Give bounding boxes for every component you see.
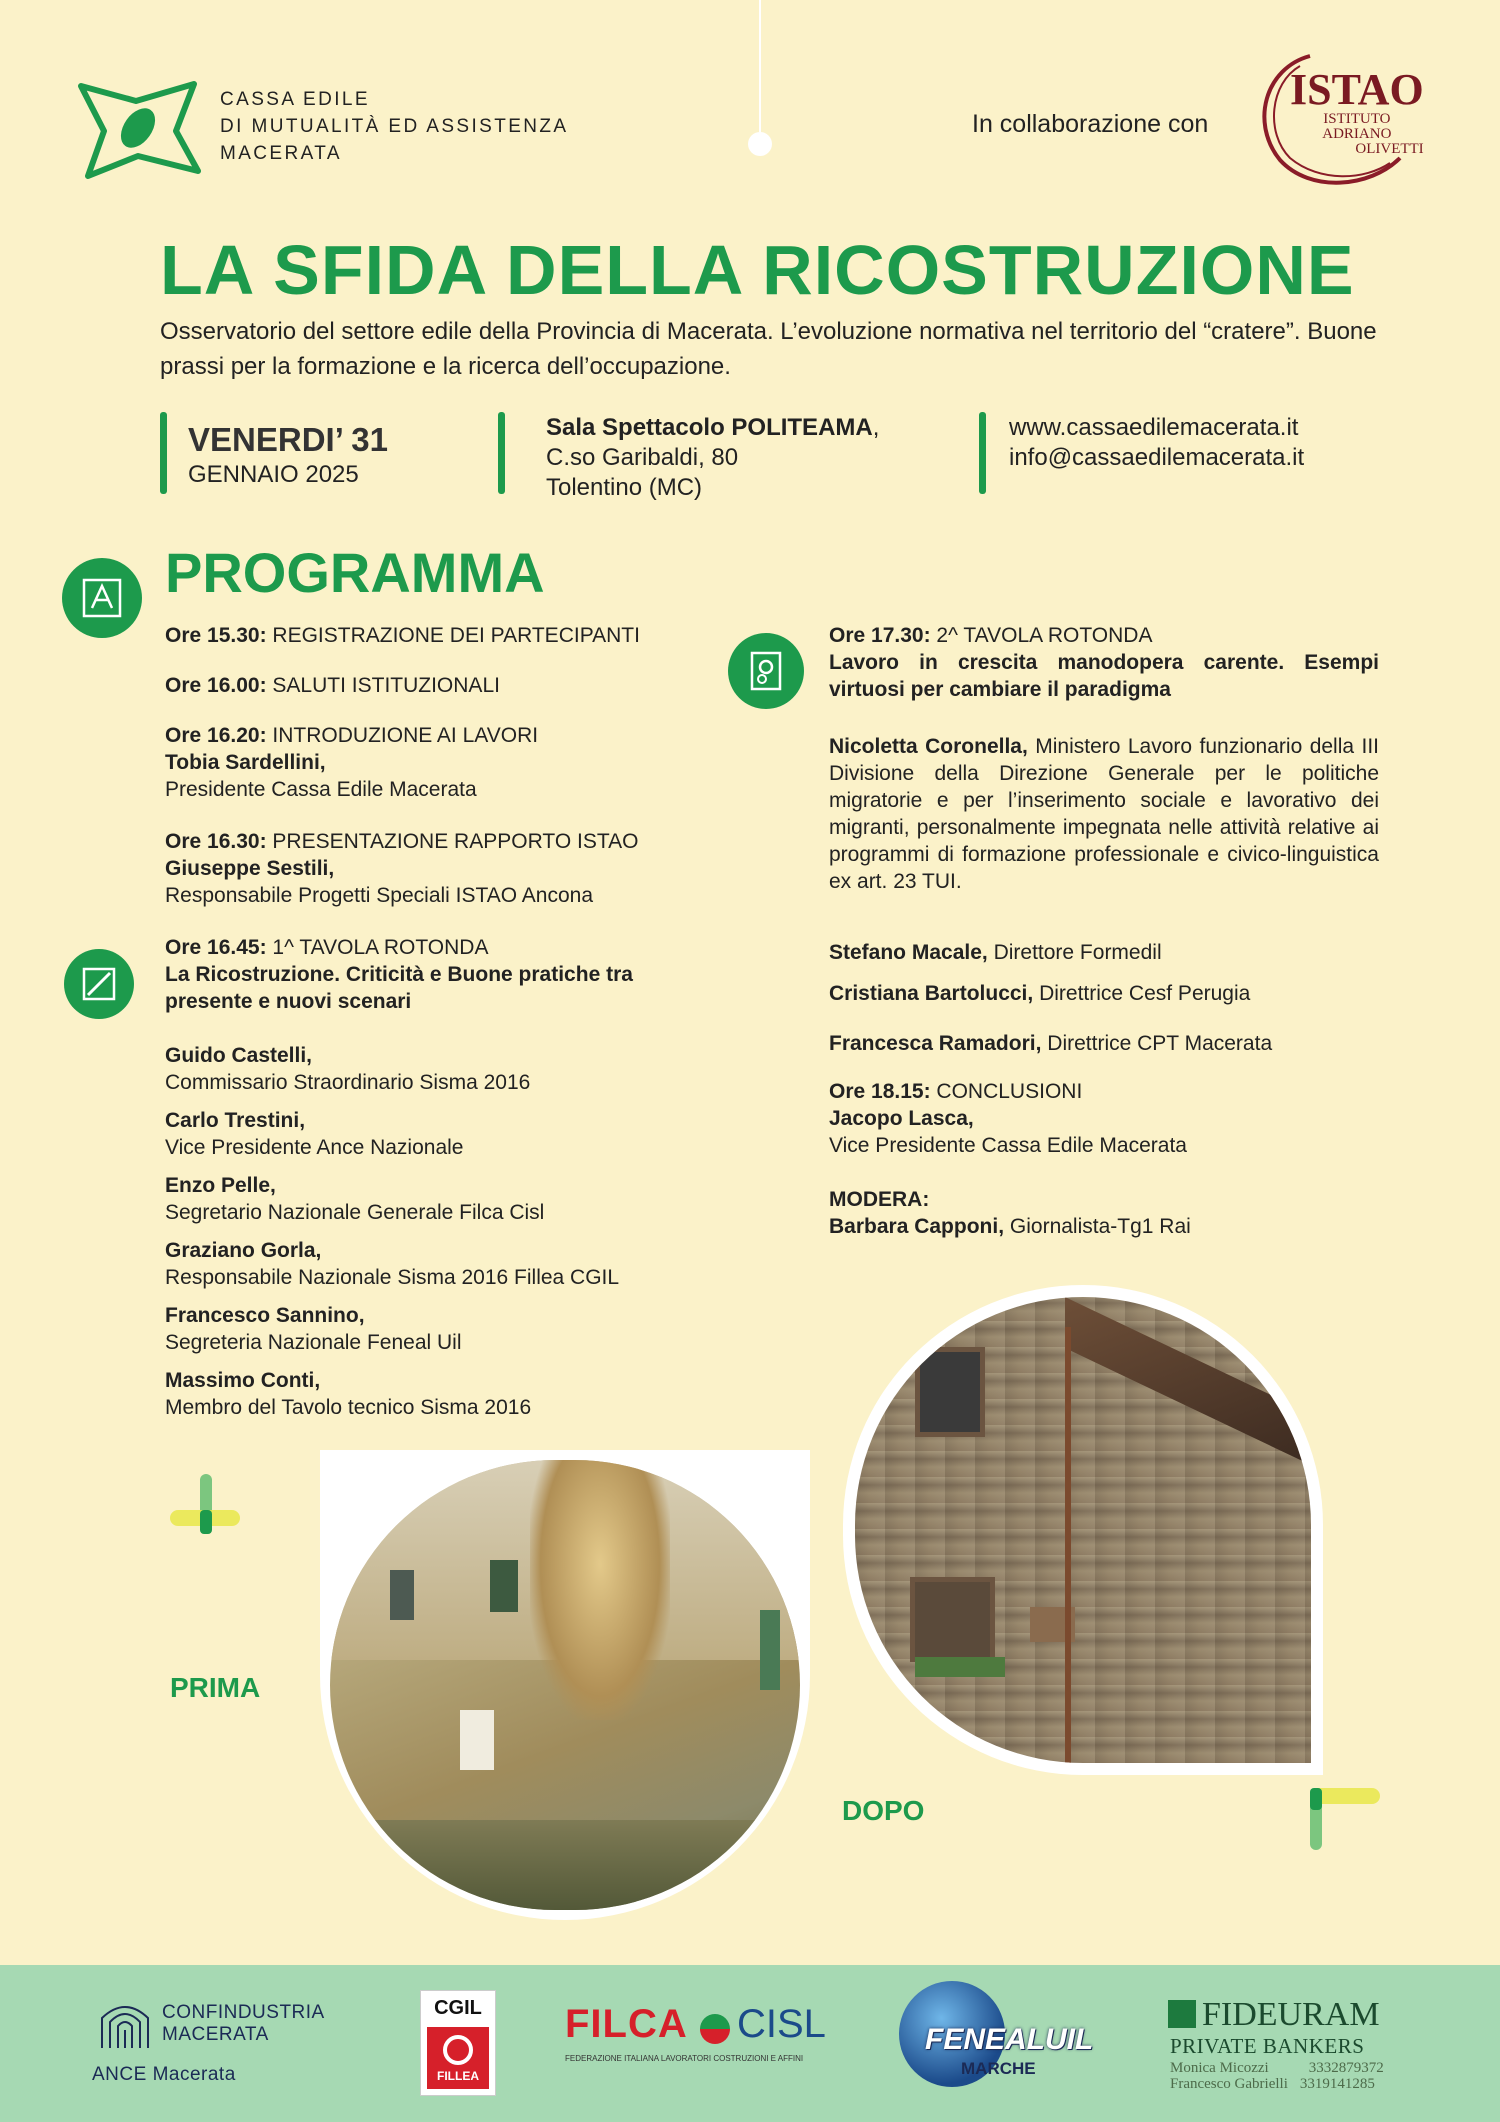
- confindustria-emblem-icon: [96, 1996, 154, 2050]
- fideuram-logo: FIDEURAM PRIVATE BANKERS Monica Micozzi 3332879372 Francesco Gabrielli 3319141285: [1170, 1996, 1384, 2092]
- before-label: PRIMA: [170, 1672, 261, 1703]
- speaker-role: Vice Presidente Cassa Edile Macerata: [829, 1134, 1187, 1157]
- venue-street: C.so Garibaldi, 80: [546, 444, 739, 471]
- agenda-item: Ore 16.20: INTRODUZIONE AI LAVORI Tobia Sardellini, Presidente Cassa Edile Macerata: [165, 722, 725, 803]
- agenda-item: Ore 16.00: SALUTI ISTITUZIONALI: [165, 674, 500, 697]
- before-photo: [320, 1450, 810, 1920]
- speaker-name: Jacopo Lasca,: [829, 1107, 974, 1130]
- round-table-1-topic: La Ricostruzione. Criticità e Buone pratiche tra presente e nuovi scenari: [165, 963, 633, 1013]
- speaker-role: Responsabile Progetti Speciali ISTAO Ancona: [165, 884, 594, 907]
- speaker-list-1: Guido Castelli, Commissario Straordinario Sisma 2016 Carlo Trestini, Vice Presidente Ance Nazionale Enzo Pelle, Segretario Nazionale Generale Filca Cisl Graziano Gorla, Responsabile Nazionale Sisma 2016 Fillea CGIL Francesco Sannino, Segreteria Nazionale Feneal Uil Massimo Conti, Membro del Tavolo tecnico Sisma 2016: [165, 1044, 620, 1419]
- speaker-entry: Francesca Ramadori, Direttrice CPT Macerata: [829, 1032, 1273, 1055]
- agenda-item: Ore 16.30: PRESENTAZIONE RAPPORTO ISTAO Giuseppe Sestili, Responsabile Progetti Speciali ISTAO Ancona: [165, 828, 725, 909]
- programma-icon: [62, 558, 142, 638]
- cisl-globe-icon: [700, 2014, 730, 2044]
- conclusions-item: Ore 18.15: CONCLUSIONI Jacopo Lasca, Vice Presidente Cassa Edile Macerata: [829, 1078, 1379, 1159]
- cassa-edile-logo: [76, 76, 206, 181]
- round-table-1-icon: [64, 949, 134, 1019]
- header-divider-line: [759, 0, 761, 132]
- istao-wordmark: ISTAO ISTITUTO ADRIANO OLIVETTI: [1290, 65, 1424, 157]
- round-table-1: Ore 16.45: 1^ TAVOLA ROTONDA La Ricostruzione. Criticità e Buone pratiche tra presente e nuovi scenari: [165, 934, 725, 1015]
- moderator-item: MODERA: Barbara Capponi, Giornalista-Tg1 Rai: [829, 1188, 1191, 1238]
- speaker-name: Giuseppe Sestili,: [165, 857, 335, 880]
- header-divider-dot: [748, 132, 772, 156]
- round-table-2-topic: Lavoro in crescita manodopera carente. Esempi virtuosi per cambiare il paradigma: [829, 651, 1379, 701]
- contact-accent-bar: [979, 412, 986, 494]
- filca-cisl-logo: FILCA CISL FEDERAZIONE ITALIANA LAVORATORI COSTRUZIONI E AFFINI: [565, 2002, 826, 2063]
- agenda-item: Ore 15.30: REGISTRAZIONE DEI PARTECIPANTI: [165, 624, 640, 647]
- speaker-entry: Cristiana Bartolucci, Direttrice Cesf Perugia: [829, 982, 1251, 1005]
- decor-corner-right: [1308, 1780, 1380, 1852]
- speaker-entry: Stefano Macale, Direttore Formedil: [829, 941, 1162, 964]
- venue-city: Tolentino (MC): [546, 474, 703, 501]
- cgil-fillea-logo: CGIL FILLEA: [420, 1990, 496, 2096]
- venue-name: Sala Spettacolo POLITEAMA: [546, 414, 873, 441]
- organizer-name: CASSA EDILE DI MUTUALITÀ ED ASSISTENZA MACERATA: [220, 89, 569, 164]
- venue-accent-bar: [498, 412, 505, 494]
- speaker-role: Presidente Cassa Edile Macerata: [165, 778, 477, 801]
- date-day: VENERDI’ 31: [188, 421, 388, 458]
- date-accent-bar: [160, 412, 167, 494]
- event-title: LA SFIDA DELLA RICOSTRUZIONE: [160, 231, 1355, 309]
- speaker-coronella: Nicoletta Coronella, Ministero Lavoro funzionario della III Divisione della Direzione Generale per le politiche migratorie e per l’inserimento sociale e lavorativo dei migranti, personalmente impegnata nelle attività relative ai programmi di formazione professionale e civico-linguistica ex art. 23 TUI.: [829, 735, 1379, 893]
- decor-corner-left: [170, 1474, 240, 1544]
- event-venue: Sala Spettacolo POLITEAMA, C.so Garibaldi, 80 Tolentino (MC): [546, 414, 880, 501]
- website-link[interactable]: www.cassaedilemacerata.it: [1009, 414, 1299, 441]
- programma-title: PROGRAMMA: [165, 541, 545, 604]
- email-link[interactable]: info@cassaedilemacerata.it: [1009, 444, 1305, 471]
- round-table-2-icon: [728, 633, 804, 709]
- fideuram-emblem-icon: [1168, 2000, 1196, 2028]
- round-table-2: Ore 17.30: 2^ TAVOLA ROTONDA Lavoro in crescita manodopera carente. Esempi virtuosi per cambiare il paradigma: [829, 624, 1379, 701]
- date-month: GENNAIO 2025: [188, 461, 359, 488]
- event-subtitle: Osservatorio del settore edile della Provincia di Macerata. L’evoluzione normativa nel territorio del “cratere”. Buone prassi per la formazione e la ricerca dell’occupazione.: [160, 318, 1377, 380]
- cgil-flame-icon: [443, 2035, 473, 2065]
- event-contacts: [1009, 413, 1304, 473]
- after-label: DOPO: [842, 1795, 925, 1826]
- feneal-uil-logo: FENEALUIL MARCHE: [895, 1975, 1095, 2090]
- after-photo: [843, 1285, 1323, 1775]
- collaboration-label: In collaborazione con: [972, 110, 1209, 138]
- speaker-name: Tobia Sardellini,: [165, 751, 326, 774]
- event-date: [188, 420, 388, 490]
